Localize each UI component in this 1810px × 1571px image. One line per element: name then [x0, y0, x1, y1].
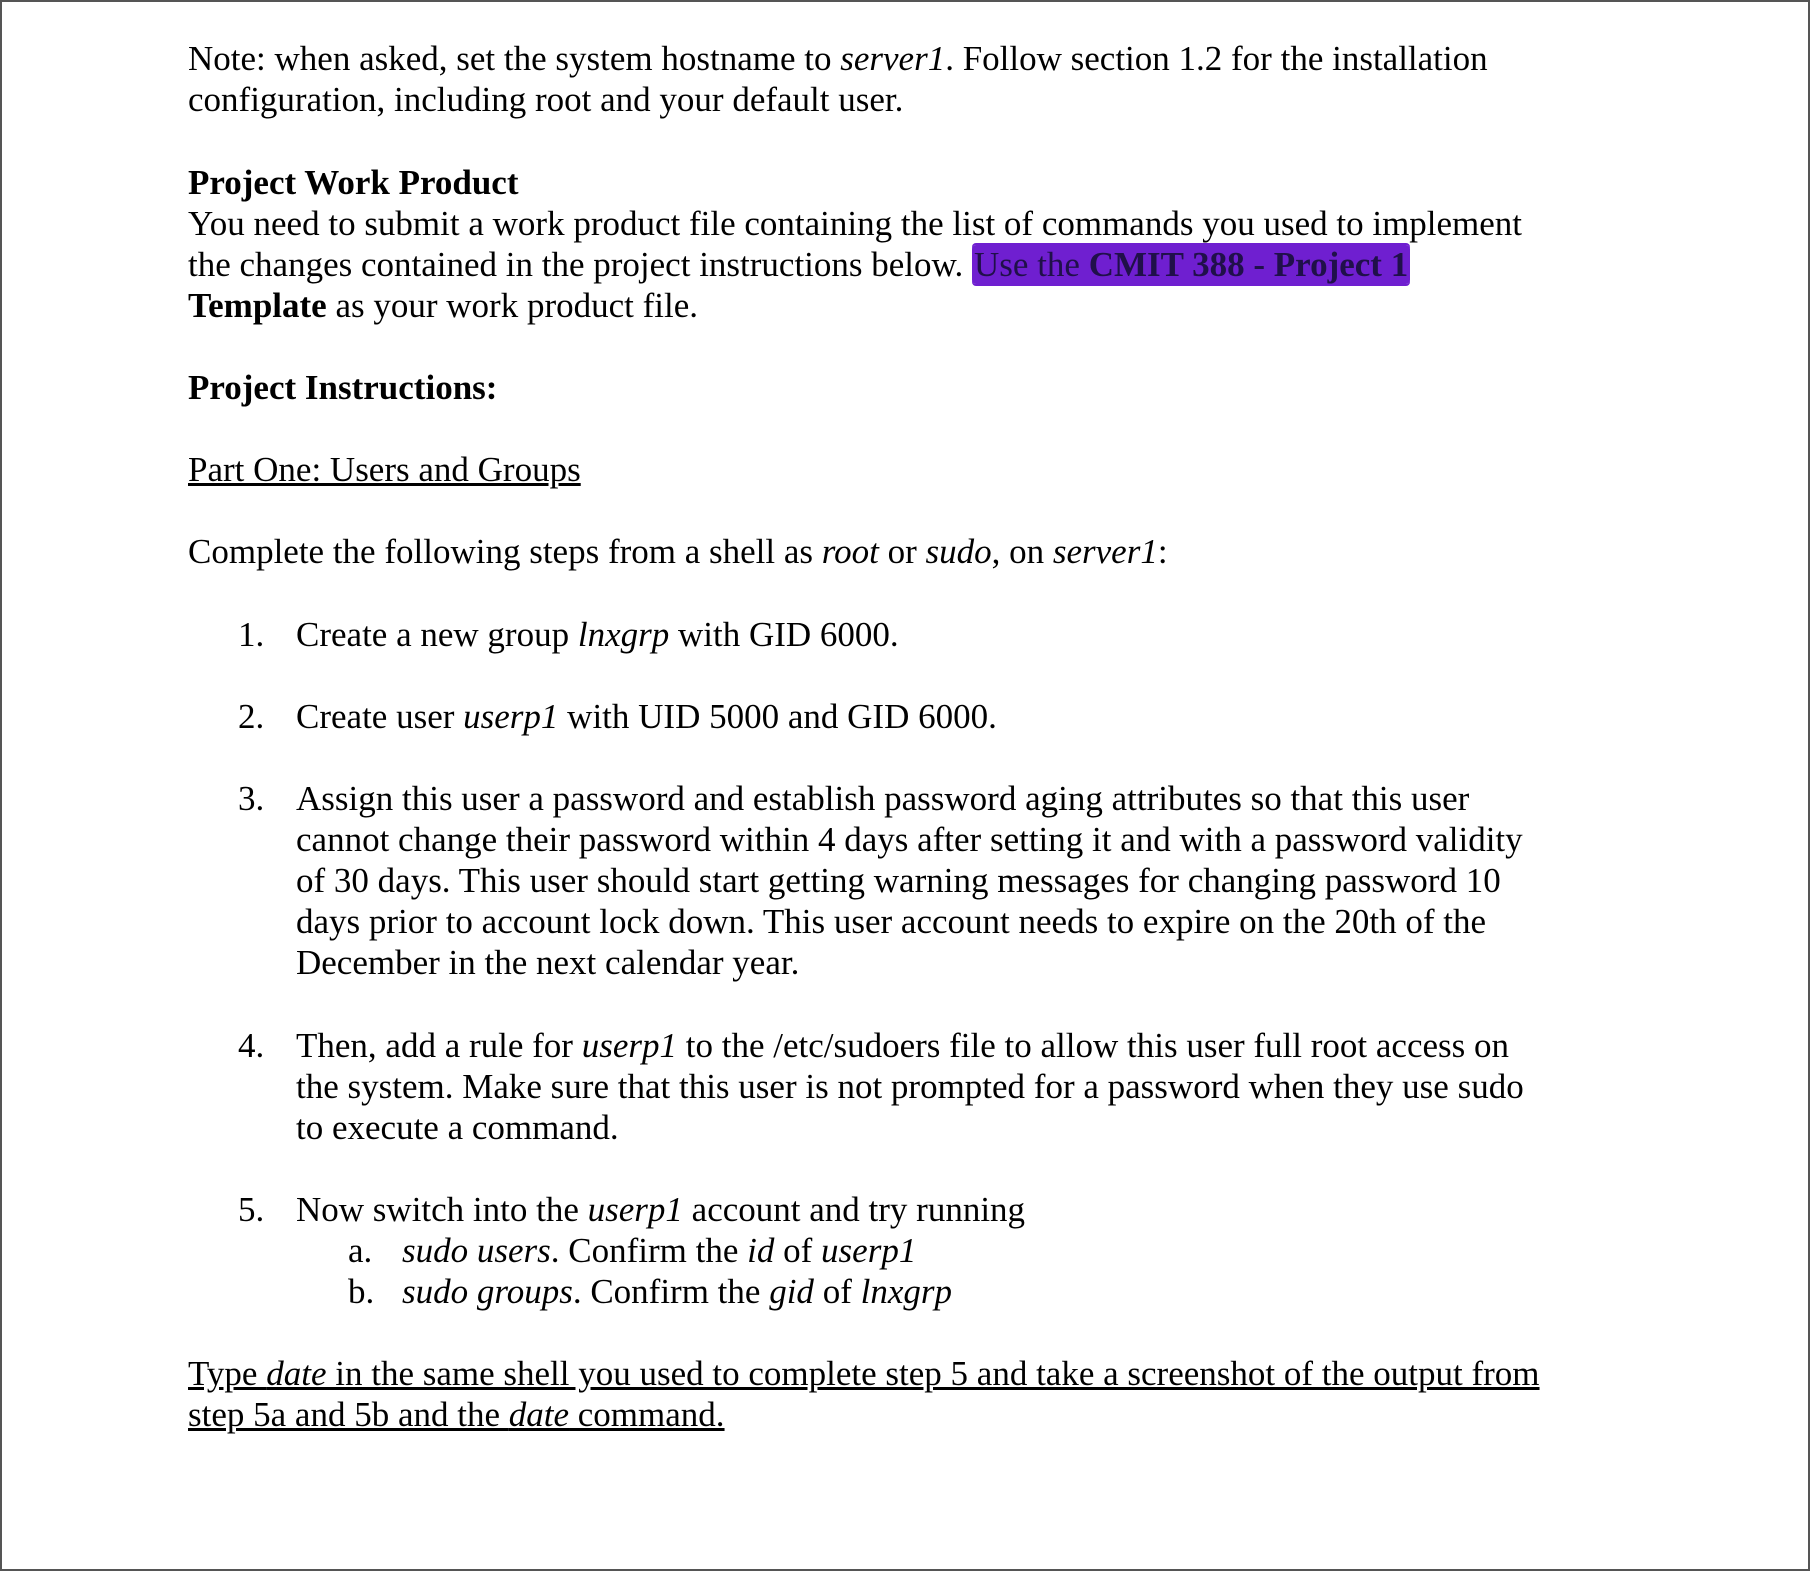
substep-text-part: . Confirm the: [572, 1272, 770, 1311]
step-text-part: Then, add a rule for: [296, 1026, 582, 1065]
group-name: lnxgrp: [860, 1272, 952, 1311]
step-text: [296, 696, 997, 737]
step-text-part: account and try running: [682, 1190, 1026, 1229]
work-product-heading: Project Work Product: [188, 163, 519, 202]
group-name: lnxgrp: [577, 615, 670, 654]
work-product-line-3: [188, 285, 1522, 326]
step-line: to execute a command.: [296, 1108, 619, 1147]
step-text-part: with UID 5000 and GID 6000.: [558, 697, 997, 736]
final-text: step 5a and 5b and the: [188, 1395, 509, 1434]
step-number: 3.: [238, 779, 265, 818]
step-line: of 30 days. This user should start getting warning messages for changing password 10: [296, 861, 1501, 900]
user-name: userp1: [587, 1190, 683, 1229]
work-product-text: as your work product file.: [326, 286, 698, 325]
step-text-part: to the /etc/sudoers file to allow this user full root access on: [677, 1026, 1510, 1065]
intro-text: :: [1157, 532, 1168, 571]
intro-sudo: sudo: [925, 532, 992, 571]
template-name: CMIT 388 - Project 1: [1088, 245, 1409, 284]
substep-text-part: of: [774, 1231, 822, 1270]
step-text: [296, 1025, 1524, 1148]
substep-letter: a.: [348, 1231, 373, 1270]
work-product-paragraph: [188, 203, 1522, 326]
user-name: userp1: [581, 1026, 677, 1065]
intro-root: root: [821, 532, 879, 571]
substep-text-part: . Confirm the: [550, 1231, 748, 1270]
instructions-intro: [188, 531, 1168, 572]
part-one-heading: Part One: Users and Groups: [188, 450, 581, 489]
final-text: Type: [188, 1354, 267, 1393]
final-text: command.: [569, 1395, 725, 1434]
work-product-text: the changes contained in the project instructions below.: [188, 245, 973, 284]
intro-text: Complete the following steps from a shell as: [188, 532, 822, 571]
final-text: in the same shell you used to complete step 5 and take a screenshot of the output from: [326, 1354, 1540, 1393]
user-name: userp1: [463, 697, 559, 736]
substep-text-part: of: [813, 1272, 861, 1311]
step-line: cannot change their password within 4 days after setting it and with a password validity: [296, 820, 1523, 859]
intro-text: , on: [991, 532, 1053, 571]
note-line-2: configuration, including root and your default user.: [188, 80, 904, 119]
step-text: [296, 1189, 1025, 1230]
note-text: Note: when asked, set the system hostname to: [188, 39, 841, 78]
step-number: 5.: [238, 1190, 265, 1229]
final-line-2: [188, 1394, 1540, 1435]
step-number: 1.: [238, 615, 265, 654]
step-number: 2.: [238, 697, 265, 736]
work-product-line-1: You need to submit a work product file containing the list of commands you used to implement: [188, 204, 1523, 243]
highlight-text: Use the: [974, 245, 1089, 284]
step-text-part: Now switch into the: [296, 1190, 588, 1229]
hostname-value: server1: [840, 39, 946, 78]
step-line: the system. Make sure that this user is not prompted for a password when they use sudo: [296, 1067, 1524, 1106]
work-product-line-2: [188, 244, 1522, 285]
substep-text: [402, 1271, 952, 1312]
substep-text: [402, 1230, 916, 1271]
note-text: . Follow section 1.2 for the installation: [945, 39, 1488, 78]
id-term: id: [747, 1231, 775, 1270]
command-name: sudo users: [402, 1231, 551, 1270]
note-paragraph: [188, 38, 1488, 120]
step-line: Assign this user a password and establish password aging attributes so that this user: [296, 779, 1470, 818]
step-line: [296, 1025, 1524, 1066]
date-command: date: [266, 1354, 327, 1393]
step-text-part: Create a new group: [296, 615, 578, 654]
date-command: date: [508, 1395, 570, 1434]
step-line: days prior to account lock down. This user account needs to expire on the 20th of the: [296, 902, 1487, 941]
command-name: sudo groups: [402, 1272, 573, 1311]
step-line: December in the next calendar year.: [296, 943, 800, 982]
step-text: [296, 614, 899, 655]
gid-term: gid: [769, 1272, 814, 1311]
highlighted-template-reference: [972, 245, 1410, 284]
user-name: userp1: [821, 1231, 917, 1270]
step-text: [296, 778, 1523, 983]
substep-letter: b.: [348, 1272, 375, 1311]
final-instruction: [188, 1353, 1540, 1435]
instructions-heading: Project Instructions:: [188, 368, 498, 407]
template-word: Template: [188, 286, 327, 325]
final-line-1: [188, 1353, 1540, 1394]
step-number: 4.: [238, 1026, 265, 1065]
note-line-1: [188, 38, 1488, 79]
intro-text: or: [878, 532, 926, 571]
step-text-part: Create user: [296, 697, 464, 736]
step-text-part: with GID 6000.: [669, 615, 899, 654]
intro-server: server1: [1052, 532, 1158, 571]
